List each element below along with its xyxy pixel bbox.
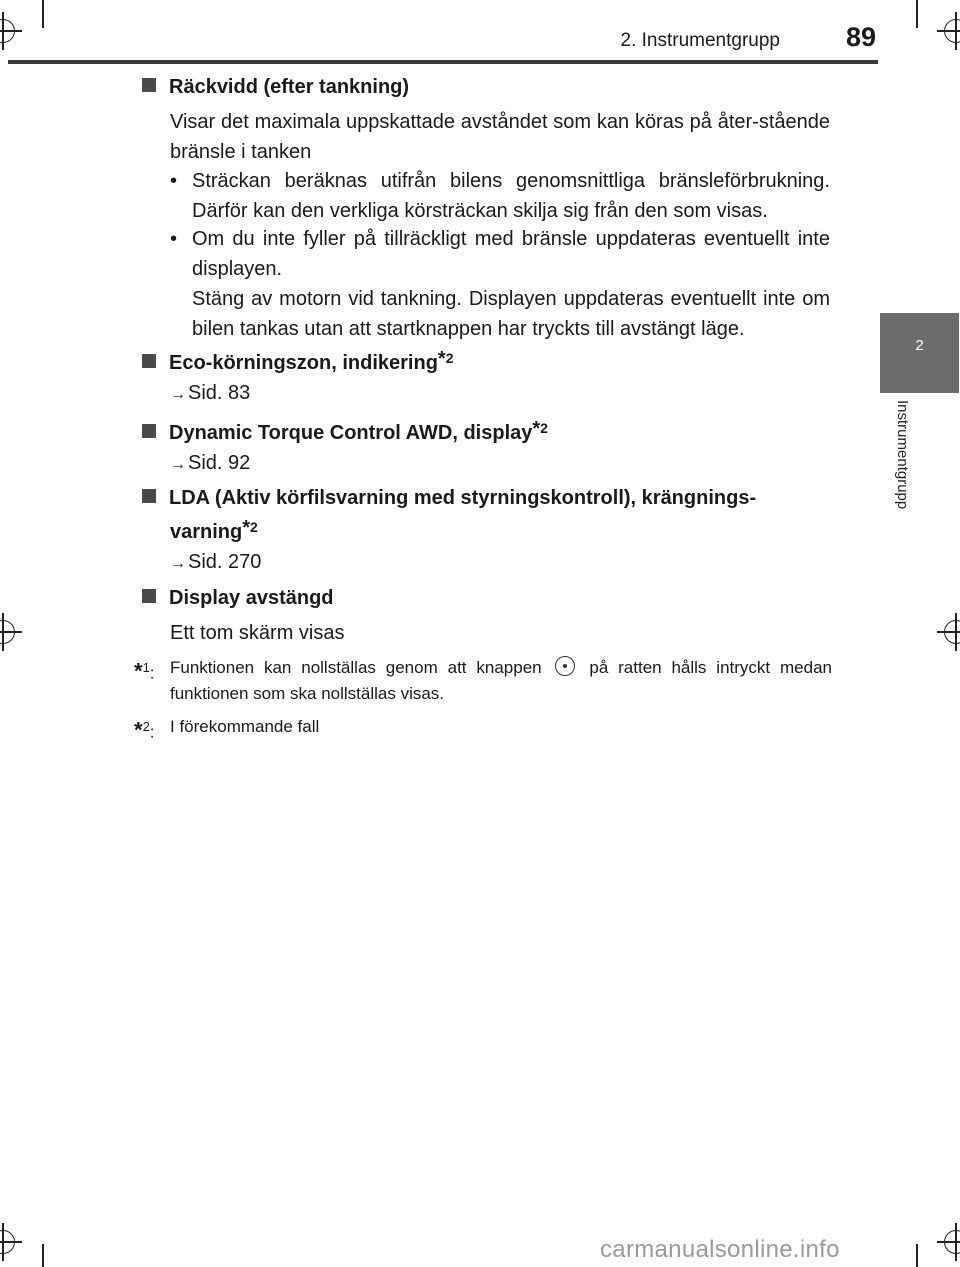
registration-mark-bottom-left bbox=[0, 1230, 15, 1254]
bullet-item bbox=[170, 166, 830, 226]
section-square-icon bbox=[142, 424, 156, 438]
footnote-mark: *$^1$: bbox=[134, 658, 155, 684]
registration-mark-mid-right bbox=[944, 620, 960, 644]
arrow-right-icon: → bbox=[170, 555, 186, 572]
registration-mark-top-right bbox=[944, 19, 960, 43]
page-reference[interactable]: → Sid. 92 bbox=[170, 452, 251, 474]
bullet-dot-icon: • bbox=[170, 170, 178, 192]
chapter-side-label bbox=[880, 400, 916, 550]
bullet-text: Sträckan beräknas utifrån bilens genomsnittliga bränsleförbrukning. Därför kan den verkliga körsträckan skilja sig från den som visas. bbox=[192, 170, 830, 222]
registration-mark-top-left bbox=[0, 19, 15, 43]
bullet-text: Om du inte fyller på tillräckligt med bränsle uppdateras eventuellt inte displayen. bbox=[192, 228, 830, 280]
section-square-icon bbox=[142, 78, 156, 92]
registration-mark-mid-left bbox=[0, 620, 15, 644]
bullet-item bbox=[170, 224, 830, 344]
footnote-text: I förekommande fall bbox=[170, 717, 320, 736]
section-body: Ett tom skärm visas bbox=[170, 622, 345, 644]
section-title: Display avstängd bbox=[142, 585, 334, 611]
crop-tick bbox=[916, 1244, 918, 1267]
section-square-icon bbox=[142, 354, 156, 368]
chapter-side-label-text: Instrumentgrupp bbox=[894, 400, 911, 510]
footnote-ref: *2 bbox=[532, 418, 548, 440]
section-title: Räckvidd (efter tankning) bbox=[142, 74, 409, 100]
section-square-icon bbox=[142, 589, 156, 603]
dot-button-icon bbox=[555, 656, 575, 676]
section-square-icon bbox=[142, 489, 156, 503]
page-reference[interactable]: → Sid. 83 bbox=[170, 382, 251, 404]
footnote-ref: *2 bbox=[242, 517, 258, 539]
footnote-text: Funktionen kan nollställas genom att knappen på ratten hålls intryckt medan funktionen som ska nollställas visas. bbox=[170, 658, 832, 703]
crop-tick bbox=[42, 1244, 44, 1267]
bullet-dot-icon: • bbox=[170, 228, 178, 250]
running-header-title: 2. Instrumentgrupp bbox=[620, 30, 780, 51]
page-number: 89 bbox=[845, 22, 876, 52]
section-body: Visar det maximala uppskattade avståndet som kan köras på åter-stående bränsle i tanken bbox=[170, 111, 830, 163]
footnote bbox=[134, 655, 832, 707]
crop-tick bbox=[916, 0, 918, 28]
section-title-continuation: varning$^{*2}$ bbox=[170, 517, 258, 543]
arrow-right-icon: → bbox=[170, 456, 186, 473]
section-title: LDA (Aktiv körfilsvarning med styrningskontroll), krängnings- bbox=[142, 485, 832, 511]
arrow-right-icon: → bbox=[170, 386, 186, 403]
footnote-ref: *2 bbox=[437, 348, 454, 370]
bullet-continuation: Stäng av motorn vid tankning. Displayen uppdateras eventuellt inte om bilen tankas utan att startknappen har tryckts till avstängt läge. bbox=[192, 288, 830, 340]
registration-mark-bottom-right bbox=[944, 1230, 960, 1254]
watermark: carmanualsonline.info bbox=[600, 1236, 840, 1263]
footnote bbox=[134, 714, 832, 743]
section-title: Eco-körningszon, indikering$^{*2}$ bbox=[142, 345, 454, 376]
crop-tick bbox=[42, 0, 44, 28]
header-rule bbox=[8, 60, 878, 64]
page-reference[interactable]: → Sid. 270 bbox=[170, 551, 262, 573]
section-title: Dynamic Torque Control AWD, display$^{*2}$ bbox=[142, 415, 548, 446]
footnote-mark: *$^2$: bbox=[134, 717, 155, 743]
chapter-tab: 2 bbox=[880, 313, 959, 393]
